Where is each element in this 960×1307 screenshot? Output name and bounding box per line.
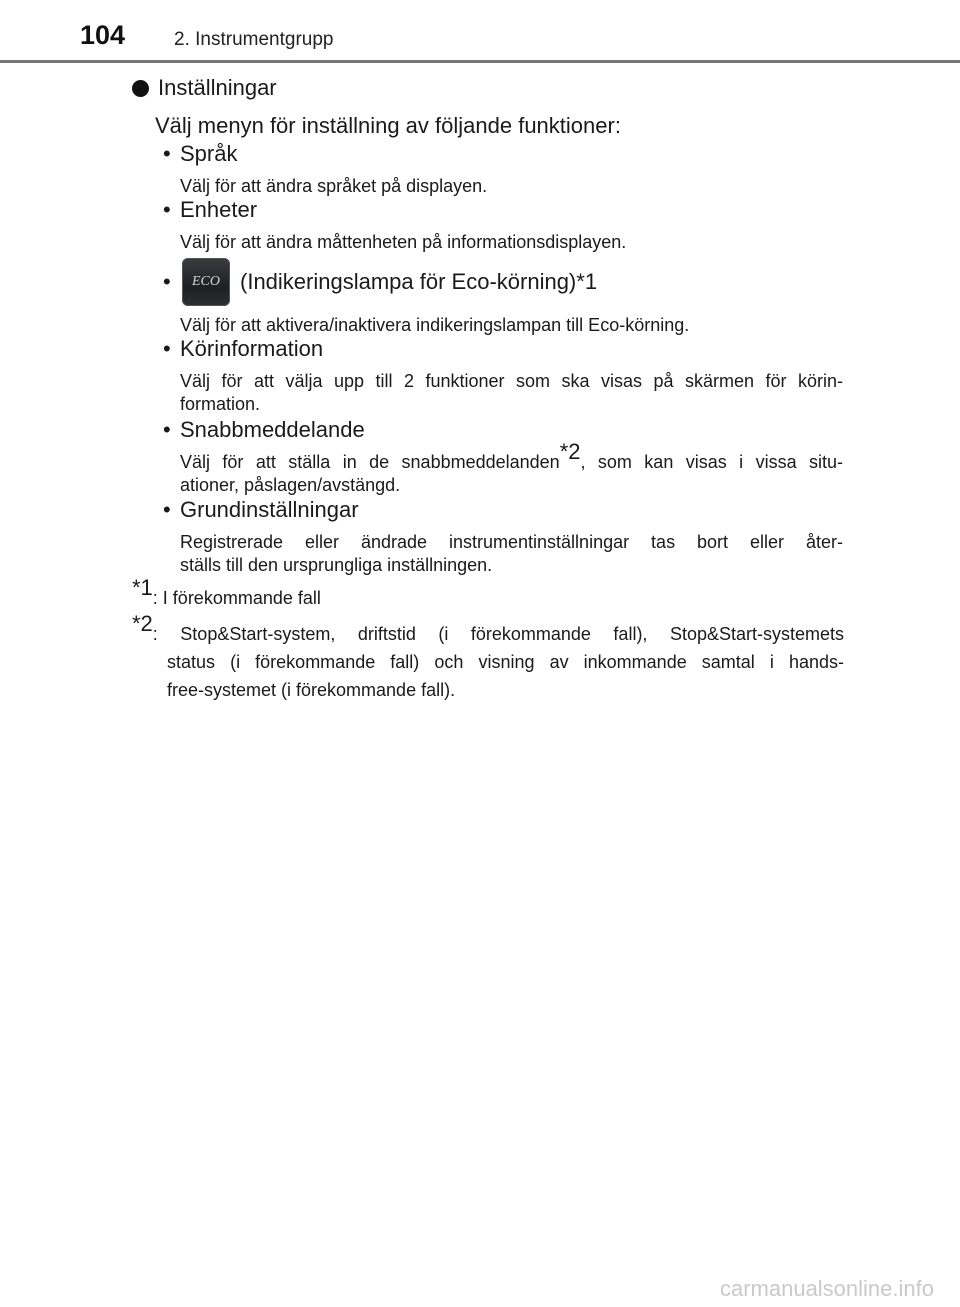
item-description-line: Registrerade eller ändrade instrumentinställningar tas bort eller åter-: [180, 532, 843, 552]
footnote-line: [132, 611, 844, 648]
desc-text: Välj för att ställa in de snabbmeddelanden: [180, 452, 560, 472]
item-description-line: [180, 439, 843, 474]
item-title: Grundinställningar: [180, 497, 359, 522]
item-description-line: Välj för att välja upp till 2 funktioner som ska visas på skärmen för körin-: [180, 371, 843, 391]
item-description-line: ationer, påslagen/avstängd.: [180, 475, 401, 495]
bullet-icon: •: [163, 141, 171, 166]
item-description: Välj för att ändra språket på displayen.: [180, 176, 488, 196]
item-title: (Indikeringslampa för Eco-körning): [240, 269, 577, 294]
item-title: Enheter: [180, 197, 258, 222]
list-item-korinformation: [163, 336, 843, 416]
footnote-line: free-systemet (i förekommande fall).: [167, 680, 456, 700]
footnote-2: [132, 611, 844, 704]
watermark: carmanualsonline.info: [719, 1276, 934, 1301]
desc-text: , som kan visas i vissa situ-: [580, 452, 843, 472]
section-heading: [132, 75, 277, 101]
bullet-icon: •: [163, 269, 171, 294]
section-intro: Välj menyn för inställning av följande funktioner:: [155, 113, 621, 138]
bullet-dot-icon: [132, 80, 149, 97]
item-title: Språk: [180, 141, 238, 166]
footnote-mark: *1: [132, 575, 153, 600]
footnote-line: status (i förekommande fall) och visning av inkommande samtal i hands-: [167, 652, 844, 672]
header-divider: [0, 60, 960, 63]
page-header: [0, 0, 960, 64]
item-title: Snabbmeddelande: [180, 417, 365, 442]
footnote-ref: *2: [559, 439, 581, 464]
item-title: Körinformation: [180, 336, 324, 361]
item-description: [180, 370, 843, 416]
list-item-snabbmeddelande: [163, 417, 843, 497]
item-description: [180, 531, 843, 577]
list-item-eco: • ECO (Indikeringslampa för Eco-körning) *1 Välj för att aktivera/inaktivera indikeringslampan till Eco-körning.: [163, 258, 843, 337]
list-item-sprak: [163, 141, 843, 198]
item-description: Välj för att aktivera/inaktivera indikeringslampan till Eco-körning.: [180, 315, 690, 335]
item-description: Välj för att ändra måttenheten på informationsdisplayen.: [180, 232, 627, 252]
eco-indicator-icon: ECO: [182, 258, 230, 306]
bullet-icon: •: [163, 417, 171, 442]
item-description-line: ställs till den ursprungliga inställningen.: [180, 555, 493, 575]
footnote-mark: *2: [132, 611, 153, 636]
page-number: 104: [80, 20, 126, 50]
bullet-icon: •: [163, 497, 171, 522]
list-item-enheter: [163, 197, 843, 254]
bullet-icon: •: [163, 336, 171, 361]
section-heading-text: Inställningar: [158, 75, 277, 100]
footnote-1: [132, 575, 844, 612]
bullet-icon: •: [163, 197, 171, 222]
footnote-text: : I förekommande fall: [152, 588, 321, 608]
list-item-grundinstallningar: [163, 497, 843, 577]
item-description: [180, 439, 843, 497]
chapter-title: 2. Instrumentgrupp: [174, 29, 334, 50]
item-description-line: formation.: [180, 394, 261, 414]
footnote-text: : Stop&Start-system, driftstid (i förekommande fall), Stop&Start-systemets: [152, 624, 844, 644]
